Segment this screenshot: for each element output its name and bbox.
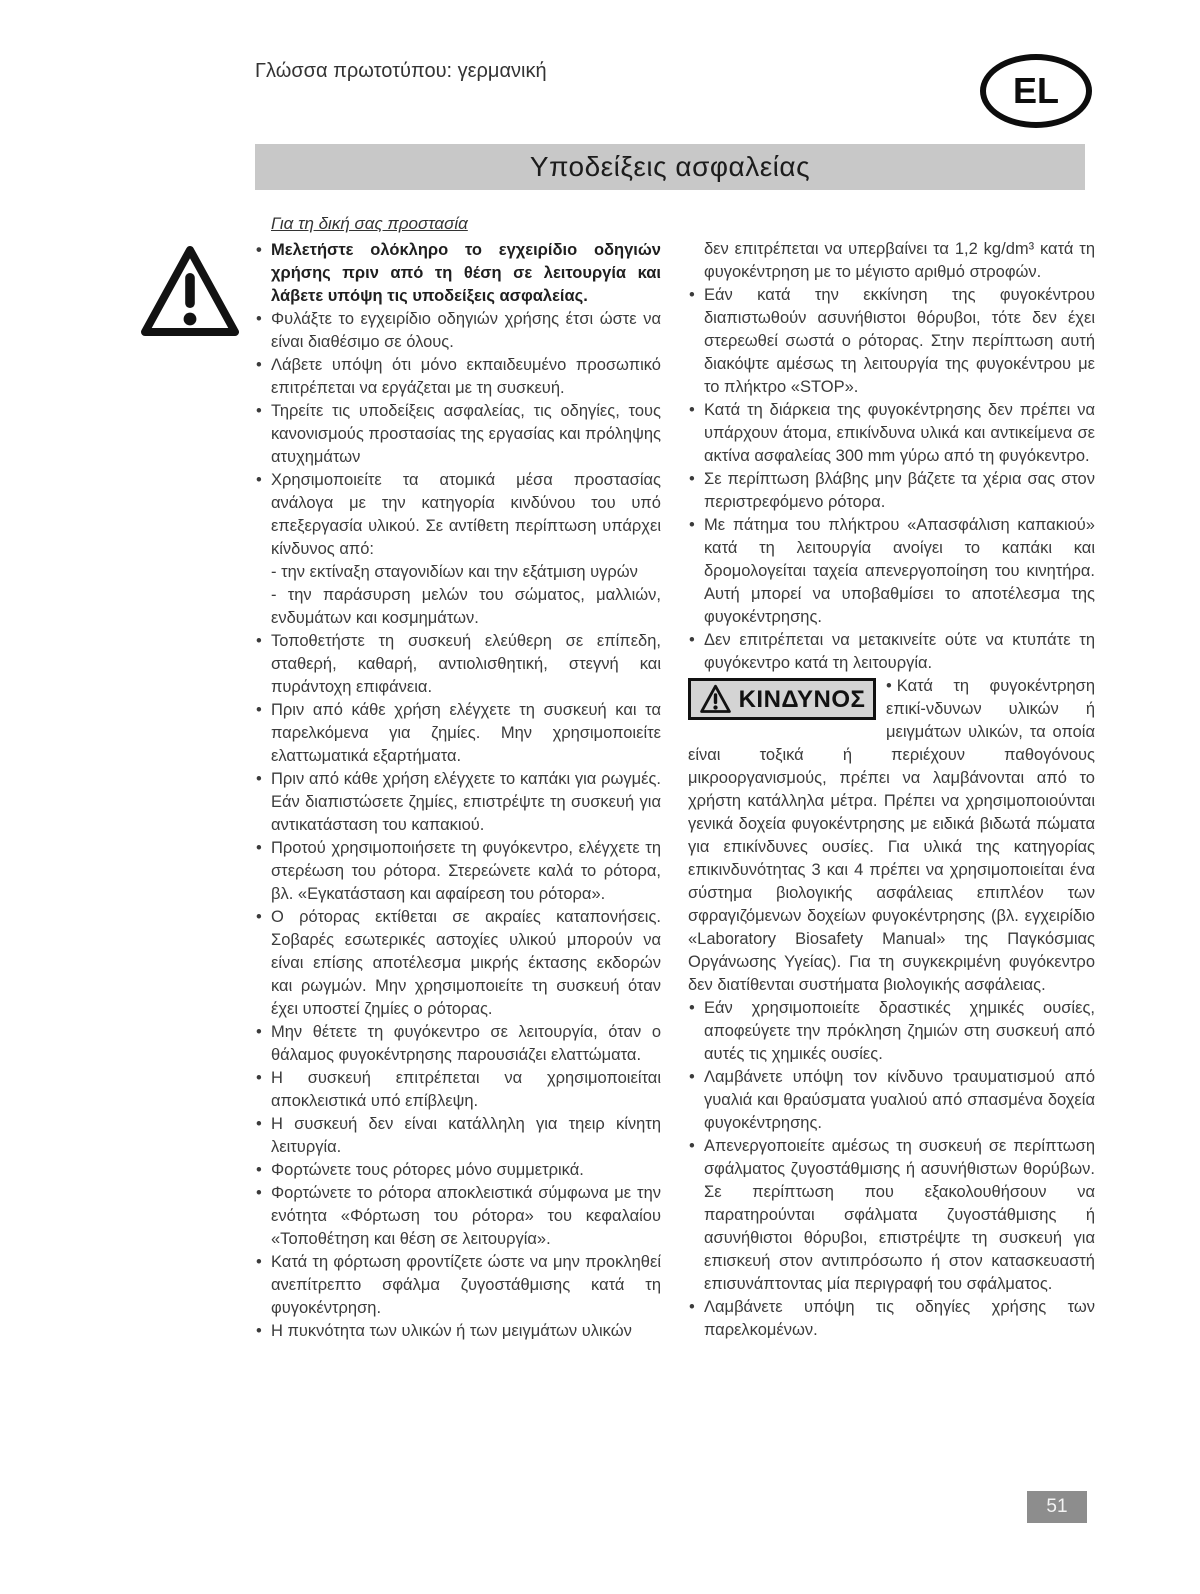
bullet: • bbox=[886, 677, 892, 695]
safety-item: • Εάν κατά την εκκίνηση της φυγοκέντρου διαπιστωθούν ασυνήθιστοι θόρυβοι, τότε δεν έχει στερεωθεί σωστά ο ρότορας. Στην περίπτωση αυτή διακόψτε αμέσως τη λειτουργία της φυγοκέντρου με το πλήκτρο «STOP». bbox=[688, 284, 1095, 399]
safety-item: • Λαμβάνετε υπόψη τις οδηγίες χρήσης των παρελκομένων. bbox=[688, 1296, 1095, 1342]
safety-item: • Μην θέτετε τη φυγόκεντρο σε λειτουργία, όταν ο θάλαμος φυγοκέντρησης παρουσιάζει ελαττώματα. bbox=[255, 1021, 661, 1067]
safety-item: • Κατά τη διάρκεια της φυγοκέντρησης δεν πρέπει να υπάρχουν άτομα, επικίνδυνα υλικά και αντικείμενα σε ακτίνα ασφαλείας 300 mm γύρω από τη φυγόκεντρο. bbox=[688, 399, 1095, 468]
safety-item: • Κατά τη φόρτωση φροντίζετε ώστε να μην προκληθεί ανεπίτρεπτο σφάλμα ζυγοστάθμισης κατά τη φυγοκέντρηση. bbox=[255, 1251, 661, 1320]
section-title: Για τη δική σας προστασία bbox=[271, 214, 468, 233]
safety-item: • Λαμβάνετε υπόψη τον κίνδυνο τραυματισμού από γυαλιά και θραύσματα γυαλιού από σπασμένα δοχεία φυγοκέντρησης. bbox=[688, 1066, 1095, 1135]
safety-item: • Δεν επιτρέπεται να μετακινείτε ούτε να κτυπάτε τη φυγόκεντρο κατά τη λειτουργία. bbox=[688, 629, 1095, 675]
safety-item: • Φορτώνετε τους ρότορες μόνο συμμετρικά. bbox=[255, 1159, 661, 1182]
danger-box bbox=[688, 678, 876, 720]
safety-item: • Σε περίπτωση βλάβης μην βάζετε τα χέρια σας στον περιστρεφόμενο ρότορα. bbox=[688, 468, 1095, 514]
safety-sub-item: - την παράσυρση μελών του σώματος, μαλλιών, ενδυμάτων και κοσμημάτων. bbox=[271, 586, 661, 627]
safety-item: • Πριν από κάθε χρήση ελέγχετε το καπάκι για ρωγμές. Εάν διαπιστώσετε ζημίες, επιστρέψτε τη συσκευή για αντικατάσταση του καπακιού. bbox=[255, 768, 661, 837]
safety-item: • Με πάτημα του πλήκτρου «Απασφάλιση καπακιού» κατά τη λειτουργία ανοίγει το καπάκι και δρομολογείται ταχεία απενεργοποίηση του κινητήρα. Αυτή μπορεί να υποβαθμίσει το αποτέλεσμα της φυγοκέντρησης. bbox=[688, 514, 1095, 629]
safety-sub-item: - την εκτίναξη σταγονιδίων και την εξάτμιση υγρών bbox=[271, 563, 638, 581]
danger-label: ΚΙΝΔΥΝΟΣ bbox=[738, 685, 866, 713]
safety-item: • Φυλάξτε το εγχειρίδιο οδηγιών χρήσης έτσι ώστε να είναι διαθέσιμο σε όλους. bbox=[255, 308, 661, 354]
safety-item: • Η πυκνότητα των υλικών ή των μειγμάτων υλικών bbox=[255, 1320, 661, 1343]
original-language-note: Γλώσσα πρωτοτύπου: γερμανική bbox=[255, 60, 547, 82]
right-column bbox=[688, 238, 1095, 1342]
safety-item: • Απενεργοποιείτε αμέσως τη συσκευή σε περίπτωση σφάλματος ζυγοστάθμισης ή ασυνήθιστων θορύβων. Σε περίπτωση που εξακολουθήσουν να παρατηρούνται σφάλματα ζυγοστάθμισης ή ασυνήθιστοι θόρυβοι, επιστρέψτε τη συσκευή για επισκευή στον αντιπρόσωπο ή στον κατασκευαστή επισυνάπτοντας μία περιγραφή του σφάλματος. bbox=[688, 1135, 1095, 1296]
safety-item: • Η συσκευή δεν είναι κατάλληλη για τηειρ κίνητη λειτυργία. bbox=[255, 1113, 661, 1159]
danger-text: Κατά τη φυγοκέντρηση επικί-νδυνων υλικών ή μειγμάτων υλικών, τα οποία είναι τοξικά ή περιέχουν παθογόνους μικροοργανισμούς, πρέπει να λαμβάνονται από το χρήστη κατάλληλα μέτρα. Πρέπει να χρησιμοποιούνται γενικά δοχεία φυγοκέντρησης με ειδικά βιδωτά πώματα για επικίνδυνες ουσίες. Για υλικά της κατηγορίας επικινδυνότητας 3 και 4 πρέπει να χρησιμοποιείται ένα σύστημα βιολογικής ασφάλειας επιπλέον των σφραγιζόμενων δοχείων φυγοκέντρησης (βλ. εγχειρίδιο «Laboratory Biosafety Manual» της Παγκόσμιας Οργάνωσης Υγείας). Για τη συγκεκριμένη φυγόκεντρο δεν διατίθενται συστήματα βιολογικής ασφάλειας. bbox=[688, 677, 1095, 994]
safety-item: • Χρησιμοποιείτε τα ατομικά μέσα προστασίας ανάλογα με την κατηγορία κινδύνου του υπό επεξεργασία υλικού. Σε αντίθετη περίπτωση υπάρχει κίνδυνος από: bbox=[255, 469, 661, 561]
safety-item: • Πριν από κάθε χρήση ελέγχετε τη συσκευή και τα παρελκόμενα για ζημίες. Μην χρησιμοποιείτε ελαττωματικά εξαρτήματα. bbox=[255, 699, 661, 768]
safety-item: • Τοποθετήστε τη συσκευή ελεύθερη σε επίπεδη, σταθερή, καθαρή, αντιολισθητική, στεγνή και πυράντοχη επιφάνεια. bbox=[255, 630, 661, 699]
safety-item: • Εάν χρησιμοποιείτε δραστικές χημικές ουσίες, αποφεύγετε την πρόκληση ζημιών στη συσκευή από αυτές τις χημικές ουσίες. bbox=[688, 997, 1095, 1066]
page-title: Υποδείξεις ασφαλείας bbox=[529, 151, 811, 182]
page-number-value: 51 bbox=[1046, 1496, 1068, 1517]
safety-item: • Μελετήστε ολόκληρο το εγχειρίδιο οδηγιών χρήσης πριν από τη θέση σε λειτουργία και λάβετε υπόψη τις υποδείξεις ασφαλείας. bbox=[255, 239, 661, 308]
safety-item: • Τηρείτε τις υποδείξεις ασφαλείας, τις οδηγίες, τους κανονισμούς προστασίας της εργασίας και πρόληψης ατυχημάτων bbox=[255, 400, 661, 469]
safety-item: • Προτού χρησιμοποιήσετε τη φυγόκεντρο, ελέγχετε τη στερέωση του ρότορα. Στερεώνετε καλά το ρότορα, βλ. «Εγκατάσταση και αφαίρεση του ρότορα». bbox=[255, 837, 661, 906]
safety-item: • Ο ρότορας εκτίθεται σε ακραίες καταπονήσεις. Σοβαρές εσωτερικές αστοχίες υλικού μπορούν να είναι επίσης αποτέλεσμα μικρής έκτασης εκδορών και ρωγμών. Μην χρησιμοποιείτε τη συσκευή όταν έχει υποστεί ζημίες ο ρότορας. bbox=[255, 906, 661, 1021]
warning-triangle-icon bbox=[138, 243, 242, 340]
safety-item: • Φορτώνετε το ρότορα αποκλειστικά σύμφωνα με την ενότητα «Φόρτωση του ρότορα» του κεφαλαίου «Τοποθέτηση και θέση σε λειτουργία». bbox=[255, 1182, 661, 1251]
language-badge-label: EL bbox=[1012, 70, 1059, 111]
safety-item: • Η συσκευή επιτρέπεται να χρησιμοποιείται αποκλειστικά υπό επίβλεψη. bbox=[255, 1067, 661, 1113]
section-header-bar bbox=[255, 144, 1085, 190]
continued-paragraph: δεν επιτρέπεται να υπερβαίνει τα 1,2 kg/dm³ κατά τη φυγοκέντρηση με το μέγιστο αριθμό στροφών. bbox=[704, 240, 1095, 281]
page-number bbox=[1027, 1491, 1087, 1523]
warning-triangle-small-icon bbox=[699, 684, 732, 714]
safety-item: • Λάβετε υπόψη ότι μόνο εκπαιδευμένο προσωπικό επιτρέπεται να εργάζεται με τη συσκευή. bbox=[255, 354, 661, 400]
danger-item bbox=[688, 675, 1095, 997]
language-badge bbox=[980, 54, 1092, 128]
left-column bbox=[255, 214, 661, 1343]
